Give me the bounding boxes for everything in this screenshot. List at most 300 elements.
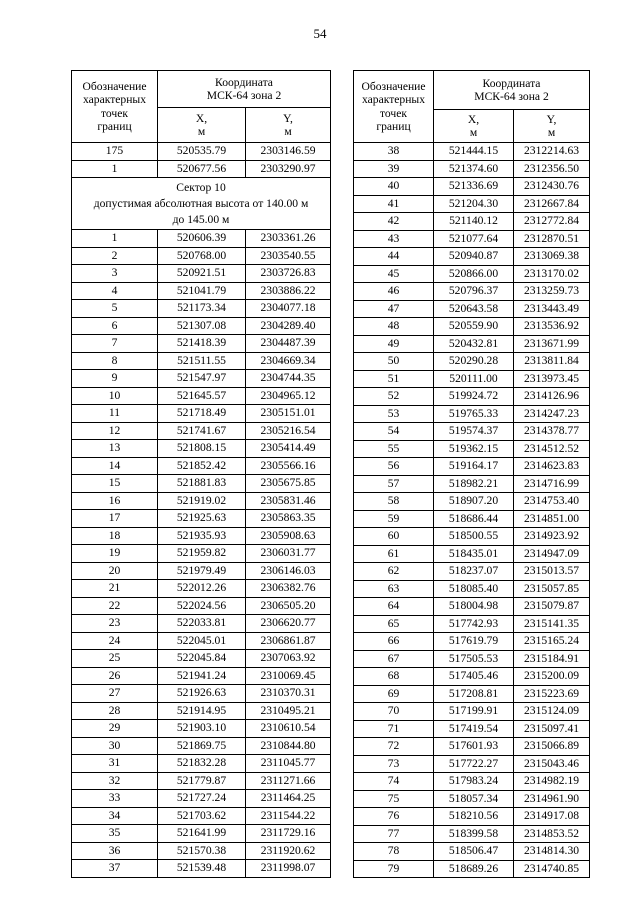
x-coordinate-cell: 522012.26 <box>158 580 246 598</box>
table-row <box>72 772 331 790</box>
point-number-cell: 6 <box>72 317 158 335</box>
point-number-cell: 34 <box>72 807 158 825</box>
x-coordinate-cell: 519574.37 <box>434 423 514 441</box>
point-number-cell: 44 <box>354 248 434 266</box>
point-number-cell: 71 <box>354 720 434 738</box>
page-number: 54 <box>313 26 327 41</box>
table-row <box>354 353 590 371</box>
point-number-cell: 74 <box>354 773 434 791</box>
x-coordinate-cell: 518686.44 <box>434 510 514 528</box>
x-header: X, м <box>434 110 514 143</box>
y-coordinate-cell: 2310610.54 <box>246 720 331 738</box>
table-row <box>354 318 590 336</box>
point-number-cell: 66 <box>354 633 434 651</box>
y-coordinate-cell: 2303886.22 <box>246 282 331 300</box>
y-coordinate-cell: 2304744.35 <box>246 370 331 388</box>
coordinates-table-left <box>71 70 331 878</box>
left-rows-after-sector <box>72 230 331 878</box>
table-row <box>354 825 590 843</box>
table-row <box>72 562 331 580</box>
point-number-cell: 45 <box>354 265 434 283</box>
point-number-cell: 75 <box>354 790 434 808</box>
y-coordinate-cell: 2314917.08 <box>514 808 590 826</box>
table-row <box>72 632 331 650</box>
x-coordinate-cell: 521539.48 <box>158 860 246 878</box>
point-number-cell: 65 <box>354 615 434 633</box>
x-coordinate-cell: 521140.12 <box>434 213 514 231</box>
y-coordinate-cell: 2312772.84 <box>514 213 590 231</box>
table-row <box>354 598 590 616</box>
x-header: X, м <box>158 108 246 143</box>
point-number-cell: 79 <box>354 860 434 878</box>
table-row <box>72 422 331 440</box>
x-coordinate-cell: 518982.21 <box>434 475 514 493</box>
table-row <box>72 282 331 300</box>
table-row <box>72 475 331 493</box>
y-coordinate-cell: 2313811.84 <box>514 353 590 371</box>
table-row <box>72 860 331 878</box>
y-coordinate-cell: 2306031.77 <box>246 545 331 563</box>
table-row <box>354 790 590 808</box>
x-coordinate-cell: 521852.42 <box>158 457 246 475</box>
point-number-cell: 55 <box>354 440 434 458</box>
sector-heading <box>72 178 331 230</box>
x-coordinate-cell: 520796.37 <box>434 283 514 301</box>
table-row <box>72 247 331 265</box>
point-number-cell: 8 <box>72 352 158 370</box>
x-coordinate-cell: 521741.67 <box>158 422 246 440</box>
table-row <box>72 160 331 178</box>
table-row <box>72 737 331 755</box>
x-coordinate-cell: 521444.15 <box>434 143 514 161</box>
x-coordinate-cell: 518506.47 <box>434 843 514 861</box>
point-number-cell: 9 <box>72 370 158 388</box>
table-row <box>72 790 331 808</box>
y-coordinate-cell: 2306505.20 <box>246 597 331 615</box>
point-number-cell: 14 <box>72 457 158 475</box>
table-row <box>72 265 331 283</box>
y-coordinate-cell: 2306861.87 <box>246 632 331 650</box>
point-number-cell: 1 <box>72 160 158 178</box>
y-coordinate-cell: 2306620.77 <box>246 615 331 633</box>
y-header: Y, м <box>514 110 590 143</box>
point-number-cell: 41 <box>354 195 434 213</box>
y-coordinate-cell: 2311271.66 <box>246 772 331 790</box>
x-coordinate-cell: 521959.82 <box>158 545 246 563</box>
y-coordinate-cell: 2314923.92 <box>514 528 590 546</box>
x-coordinate-cell: 518907.20 <box>434 493 514 511</box>
table-row <box>72 597 331 615</box>
y-coordinate-cell: 2310370.31 <box>246 685 331 703</box>
y-coordinate-cell: 2314378.77 <box>514 423 590 441</box>
y-coordinate-cell: 2305863.35 <box>246 510 331 528</box>
x-coordinate-cell: 521307.08 <box>158 317 246 335</box>
y-coordinate-cell: 2306382.76 <box>246 580 331 598</box>
coordinates-table-right <box>353 70 590 878</box>
x-coordinate-cell: 521903.10 <box>158 720 246 738</box>
y-coordinate-cell: 2311729.16 <box>246 825 331 843</box>
x-coordinate-cell: 521881.83 <box>158 475 246 493</box>
table-row <box>354 388 590 406</box>
point-number-cell: 26 <box>72 667 158 685</box>
x-coordinate-cell: 521914.95 <box>158 702 246 720</box>
table-row <box>354 650 590 668</box>
table-row <box>354 300 590 318</box>
y-coordinate-cell: 2310069.45 <box>246 667 331 685</box>
x-coordinate-cell: 521869.75 <box>158 737 246 755</box>
table-row <box>72 807 331 825</box>
y-coordinate-cell: 2304487.39 <box>246 335 331 353</box>
table-row <box>72 335 331 353</box>
y-header: Y, м <box>246 108 331 143</box>
y-coordinate-cell: 2315184.91 <box>514 650 590 668</box>
point-number-cell: 67 <box>354 650 434 668</box>
y-coordinate-cell: 2313973.45 <box>514 370 590 388</box>
x-coordinate-cell: 517722.27 <box>434 755 514 773</box>
x-coordinate-cell: 519164.17 <box>434 458 514 476</box>
y-coordinate-cell: 2311045.77 <box>246 755 331 773</box>
table-row <box>354 458 590 476</box>
table-row <box>72 527 331 545</box>
y-coordinate-cell: 2315079.87 <box>514 598 590 616</box>
x-coordinate-cell: 520768.00 <box>158 247 246 265</box>
table-row <box>72 510 331 528</box>
point-number-cell: 32 <box>72 772 158 790</box>
y-coordinate-cell: 2310495.21 <box>246 702 331 720</box>
y-coordinate-cell: 2303290.97 <box>246 160 331 178</box>
sector-description-line1: допустимая абсолютная высота от 140.00 м <box>93 196 309 210</box>
point-number-cell: 19 <box>72 545 158 563</box>
point-number-cell: 1 <box>72 230 158 248</box>
point-number-cell: 38 <box>354 143 434 161</box>
x-coordinate-cell: 520921.51 <box>158 265 246 283</box>
point-number-cell: 42 <box>354 213 434 231</box>
y-coordinate-cell: 2315057.85 <box>514 580 590 598</box>
y-coordinate-cell: 2311920.62 <box>246 842 331 860</box>
table-row <box>354 265 590 283</box>
y-coordinate-cell: 2310844.80 <box>246 737 331 755</box>
point-number-cell: 20 <box>72 562 158 580</box>
point-number-cell: 31 <box>72 755 158 773</box>
x-coordinate-cell: 521727.24 <box>158 790 246 808</box>
table-row <box>354 230 590 248</box>
x-coordinate-cell: 517601.93 <box>434 738 514 756</box>
table-row <box>354 668 590 686</box>
x-coordinate-cell: 518689.26 <box>434 860 514 878</box>
point-number-cell: 52 <box>354 388 434 406</box>
x-coordinate-cell: 518210.56 <box>434 808 514 826</box>
point-number-cell: 69 <box>354 685 434 703</box>
y-coordinate-cell: 2313170.02 <box>514 265 590 283</box>
coordinate-header: Координата МСК-64 зона 2 <box>158 71 331 108</box>
point-number-cell: 58 <box>354 493 434 511</box>
point-number-cell: 13 <box>72 440 158 458</box>
x-coordinate-cell: 518057.34 <box>434 790 514 808</box>
table-row <box>72 720 331 738</box>
point-number-cell: 51 <box>354 370 434 388</box>
point-number-cell: 78 <box>354 843 434 861</box>
y-coordinate-cell: 2305566.16 <box>246 457 331 475</box>
point-number-cell: 16 <box>72 492 158 510</box>
table-row <box>354 528 590 546</box>
point-number-cell: 72 <box>354 738 434 756</box>
y-coordinate-cell: 2314623.83 <box>514 458 590 476</box>
table-row <box>72 842 331 860</box>
y-coordinate-cell: 2313069.38 <box>514 248 590 266</box>
x-coordinate-cell: 520643.58 <box>434 300 514 318</box>
point-number-cell: 46 <box>354 283 434 301</box>
y-coordinate-cell: 2314982.19 <box>514 773 590 791</box>
x-coordinate-cell: 521925.63 <box>158 510 246 528</box>
table-row <box>354 685 590 703</box>
table-row <box>354 615 590 633</box>
table-row <box>354 195 590 213</box>
x-coordinate-cell: 521077.64 <box>434 230 514 248</box>
point-number-cell: 62 <box>354 563 434 581</box>
y-coordinate-cell: 2303726.83 <box>246 265 331 283</box>
table-row <box>354 335 590 353</box>
right-rows <box>354 143 590 878</box>
y-coordinate-cell: 2311544.22 <box>246 807 331 825</box>
point-number-cell: 68 <box>354 668 434 686</box>
x-coordinate-cell: 520677.56 <box>158 160 246 178</box>
y-coordinate-cell: 2312214.63 <box>514 143 590 161</box>
y-coordinate-cell: 2312356.50 <box>514 160 590 178</box>
point-number-cell: 70 <box>354 703 434 721</box>
point-number-cell: 10 <box>72 387 158 405</box>
point-number-cell: 5 <box>72 300 158 318</box>
sector-title: Сектор 10 <box>176 180 226 194</box>
point-number-cell: 17 <box>72 510 158 528</box>
x-coordinate-cell: 517419.54 <box>434 720 514 738</box>
table-row <box>72 492 331 510</box>
point-number-cell: 76 <box>354 808 434 826</box>
point-number-cell: 30 <box>72 737 158 755</box>
x-coordinate-cell: 522045.84 <box>158 650 246 668</box>
table-row <box>72 457 331 475</box>
y-coordinate-cell: 2305414.49 <box>246 440 331 458</box>
table-row <box>354 510 590 528</box>
table-row <box>72 685 331 703</box>
y-coordinate-cell: 2304965.12 <box>246 387 331 405</box>
y-coordinate-cell: 2314247.23 <box>514 405 590 423</box>
y-coordinate-cell: 2313443.49 <box>514 300 590 318</box>
x-coordinate-cell: 520559.90 <box>434 318 514 336</box>
y-coordinate-cell: 2305908.63 <box>246 527 331 545</box>
table-row <box>354 370 590 388</box>
table-row <box>72 440 331 458</box>
x-coordinate-cell: 521919.02 <box>158 492 246 510</box>
x-coordinate-cell: 520606.39 <box>158 230 246 248</box>
point-number-cell: 15 <box>72 475 158 493</box>
x-coordinate-cell: 520535.79 <box>158 143 246 161</box>
y-coordinate-cell: 2303146.59 <box>246 143 331 161</box>
table-row <box>354 738 590 756</box>
point-number-cell: 33 <box>72 790 158 808</box>
x-coordinate-cell: 521204.30 <box>434 195 514 213</box>
x-coordinate-cell: 521547.97 <box>158 370 246 388</box>
point-number-cell: 28 <box>72 702 158 720</box>
y-coordinate-cell: 2304669.34 <box>246 352 331 370</box>
x-coordinate-cell: 517619.79 <box>434 633 514 651</box>
x-coordinate-cell: 517742.93 <box>434 615 514 633</box>
table-row <box>354 213 590 231</box>
point-number-cell: 18 <box>72 527 158 545</box>
table-row <box>72 615 331 633</box>
table-row <box>354 755 590 773</box>
point-number-cell: 25 <box>72 650 158 668</box>
x-coordinate-cell: 517405.46 <box>434 668 514 686</box>
y-coordinate-cell: 2303361.26 <box>246 230 331 248</box>
point-number-cell: 12 <box>72 422 158 440</box>
point-number-cell: 39 <box>354 160 434 178</box>
table-row <box>354 248 590 266</box>
y-coordinate-cell: 2306146.03 <box>246 562 331 580</box>
x-coordinate-cell: 518004.98 <box>434 598 514 616</box>
point-number-cell: 64 <box>354 598 434 616</box>
x-coordinate-cell: 521641.99 <box>158 825 246 843</box>
x-coordinate-cell: 518237.07 <box>434 563 514 581</box>
y-coordinate-cell: 2307063.92 <box>246 650 331 668</box>
x-coordinate-cell: 520432.81 <box>434 335 514 353</box>
y-coordinate-cell: 2305216.54 <box>246 422 331 440</box>
y-coordinate-cell: 2314753.40 <box>514 493 590 511</box>
table-row <box>354 160 590 178</box>
table-row <box>72 650 331 668</box>
point-number-cell: 2 <box>72 247 158 265</box>
table-row <box>72 755 331 773</box>
x-coordinate-cell: 519924.72 <box>434 388 514 406</box>
x-coordinate-cell: 521718.49 <box>158 405 246 423</box>
x-coordinate-cell: 521645.57 <box>158 387 246 405</box>
table-row <box>354 143 590 161</box>
table-row <box>354 703 590 721</box>
point-number-cell: 48 <box>354 318 434 336</box>
point-number-cell: 27 <box>72 685 158 703</box>
table-row <box>354 860 590 878</box>
sector-row <box>72 178 331 230</box>
y-coordinate-cell: 2314512.52 <box>514 440 590 458</box>
coordinate-header: Координата МСК-64 зона 2 <box>434 71 590 110</box>
table-row <box>72 352 331 370</box>
sector-description-line2: до 145.00 м <box>172 212 230 226</box>
point-number-cell: 47 <box>354 300 434 318</box>
x-coordinate-cell: 520940.87 <box>434 248 514 266</box>
table-row <box>72 545 331 563</box>
y-coordinate-cell: 2315013.57 <box>514 563 590 581</box>
x-coordinate-cell: 521173.34 <box>158 300 246 318</box>
table-row <box>354 283 590 301</box>
y-coordinate-cell: 2304077.18 <box>246 300 331 318</box>
x-coordinate-cell: 518435.01 <box>434 545 514 563</box>
y-coordinate-cell: 2311464.25 <box>246 790 331 808</box>
point-number-cell: 43 <box>354 230 434 248</box>
table-row <box>72 667 331 685</box>
table-row <box>354 475 590 493</box>
table-row <box>354 773 590 791</box>
left-rows-before-sector <box>72 143 331 178</box>
table-row <box>72 317 331 335</box>
x-coordinate-cell: 521336.69 <box>434 178 514 196</box>
point-number-cell: 56 <box>354 458 434 476</box>
x-coordinate-cell: 518500.55 <box>434 528 514 546</box>
y-coordinate-cell: 2304289.40 <box>246 317 331 335</box>
y-coordinate-cell: 2314853.52 <box>514 825 590 843</box>
x-coordinate-cell: 522045.01 <box>158 632 246 650</box>
point-number-cell: 40 <box>354 178 434 196</box>
x-coordinate-cell: 521570.38 <box>158 842 246 860</box>
table-row <box>354 545 590 563</box>
x-coordinate-cell: 521979.49 <box>158 562 246 580</box>
x-coordinate-cell: 517208.81 <box>434 685 514 703</box>
point-number-cell: 23 <box>72 615 158 633</box>
point-number-cell: 11 <box>72 405 158 423</box>
y-coordinate-cell: 2314947.09 <box>514 545 590 563</box>
x-coordinate-cell: 521511.55 <box>158 352 246 370</box>
table-row <box>354 423 590 441</box>
designation-header: Обозначение характерных точек границ <box>72 71 158 143</box>
x-coordinate-cell: 521926.63 <box>158 685 246 703</box>
point-number-cell: 54 <box>354 423 434 441</box>
y-coordinate-cell: 2314814.30 <box>514 843 590 861</box>
point-number-cell: 4 <box>72 282 158 300</box>
y-coordinate-cell: 2315165.24 <box>514 633 590 651</box>
x-coordinate-cell: 522033.81 <box>158 615 246 633</box>
y-coordinate-cell: 2315223.69 <box>514 685 590 703</box>
y-coordinate-cell: 2314716.99 <box>514 475 590 493</box>
y-coordinate-cell: 2312430.76 <box>514 178 590 196</box>
x-coordinate-cell: 521935.93 <box>158 527 246 545</box>
x-coordinate-cell: 521418.39 <box>158 335 246 353</box>
table-row <box>72 825 331 843</box>
point-number-cell: 29 <box>72 720 158 738</box>
x-coordinate-cell: 519362.15 <box>434 440 514 458</box>
y-coordinate-cell: 2313536.92 <box>514 318 590 336</box>
table-row <box>354 440 590 458</box>
table-row <box>354 563 590 581</box>
table-row <box>354 808 590 826</box>
table-row <box>72 405 331 423</box>
x-coordinate-cell: 519765.33 <box>434 405 514 423</box>
y-coordinate-cell: 2315066.89 <box>514 738 590 756</box>
y-coordinate-cell: 2314961.90 <box>514 790 590 808</box>
y-coordinate-cell: 2305831.46 <box>246 492 331 510</box>
x-coordinate-cell: 517199.91 <box>434 703 514 721</box>
point-number-cell: 21 <box>72 580 158 598</box>
x-coordinate-cell: 521941.24 <box>158 667 246 685</box>
point-number-cell: 37 <box>72 860 158 878</box>
point-number-cell: 59 <box>354 510 434 528</box>
y-coordinate-cell: 2314126.96 <box>514 388 590 406</box>
table-row <box>72 702 331 720</box>
x-coordinate-cell: 521374.60 <box>434 160 514 178</box>
y-coordinate-cell: 2314851.00 <box>514 510 590 528</box>
y-coordinate-cell: 2313671.99 <box>514 335 590 353</box>
x-coordinate-cell: 520866.00 <box>434 265 514 283</box>
table-row <box>72 370 331 388</box>
table-row <box>354 633 590 651</box>
y-coordinate-cell: 2315124.09 <box>514 703 590 721</box>
y-coordinate-cell: 2305151.01 <box>246 405 331 423</box>
point-number-cell: 50 <box>354 353 434 371</box>
x-coordinate-cell: 520111.00 <box>434 370 514 388</box>
x-coordinate-cell: 517505.53 <box>434 650 514 668</box>
point-number-cell: 22 <box>72 597 158 615</box>
x-coordinate-cell: 517983.24 <box>434 773 514 791</box>
y-coordinate-cell: 2313259.73 <box>514 283 590 301</box>
point-number-cell: 53 <box>354 405 434 423</box>
point-number-cell: 175 <box>72 143 158 161</box>
